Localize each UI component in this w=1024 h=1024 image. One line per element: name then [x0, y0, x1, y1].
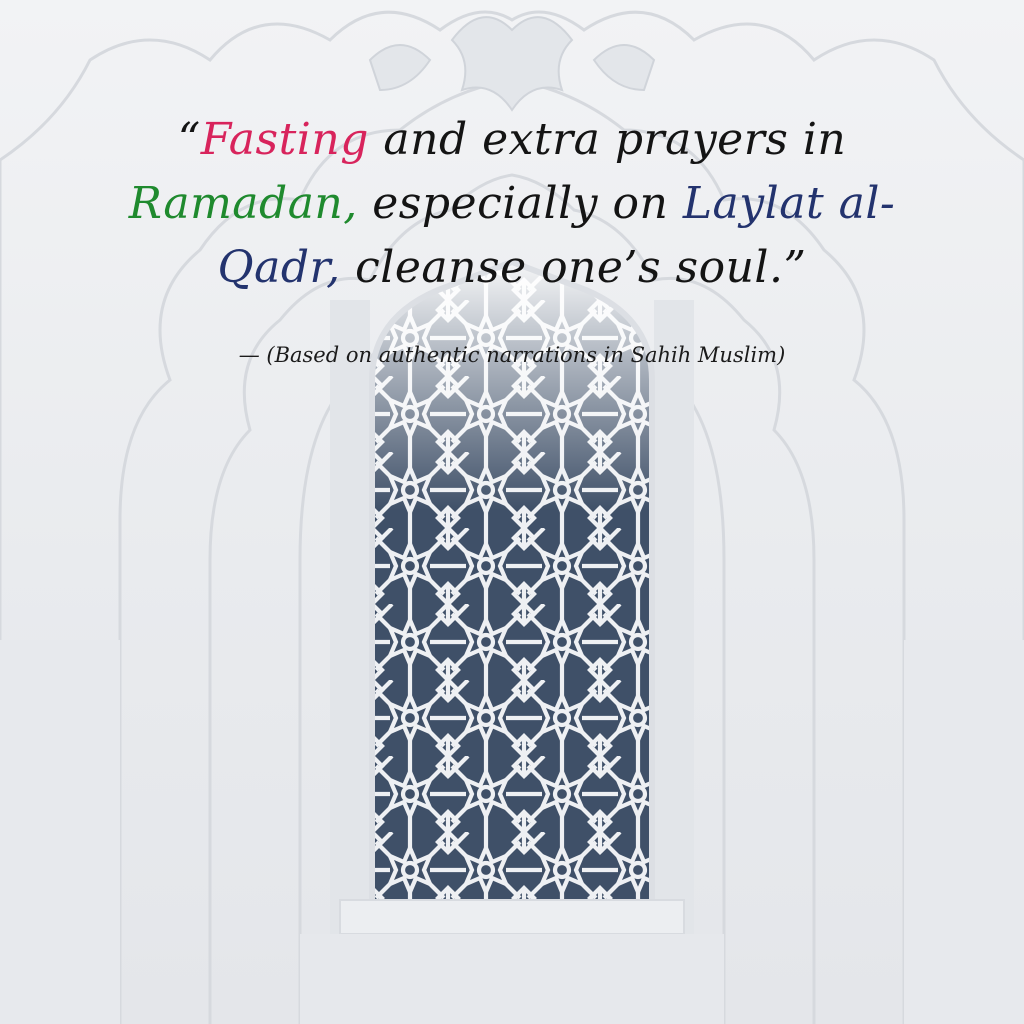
highlight-fasting: Fasting — [200, 114, 369, 165]
highlight-qadr: Qadr, — [217, 242, 341, 293]
highlight-ramadan: Ramadan, — [128, 178, 358, 229]
right-pillar — [904, 640, 1024, 1024]
window-sill — [340, 900, 684, 934]
left-pillar — [0, 640, 120, 1024]
window-frame-right — [654, 300, 694, 940]
quote-segment-3: cleanse one’s soul. — [340, 242, 784, 293]
highlight-laylat-al: Laylat al- — [682, 178, 896, 229]
quote-open-mark: “ — [177, 114, 201, 165]
carved-ornament — [370, 17, 654, 110]
window-frame-left — [330, 300, 370, 940]
quote-segment-1: and extra prayers in — [368, 114, 847, 165]
floor-step — [300, 934, 724, 1024]
quote-text — [120, 108, 904, 300]
quote-close-mark: ” — [783, 242, 807, 293]
quote-segment-2: especially on — [357, 178, 683, 229]
quote-source: — (Based on authentic narrations in Sahih Muslim) — [238, 343, 786, 367]
